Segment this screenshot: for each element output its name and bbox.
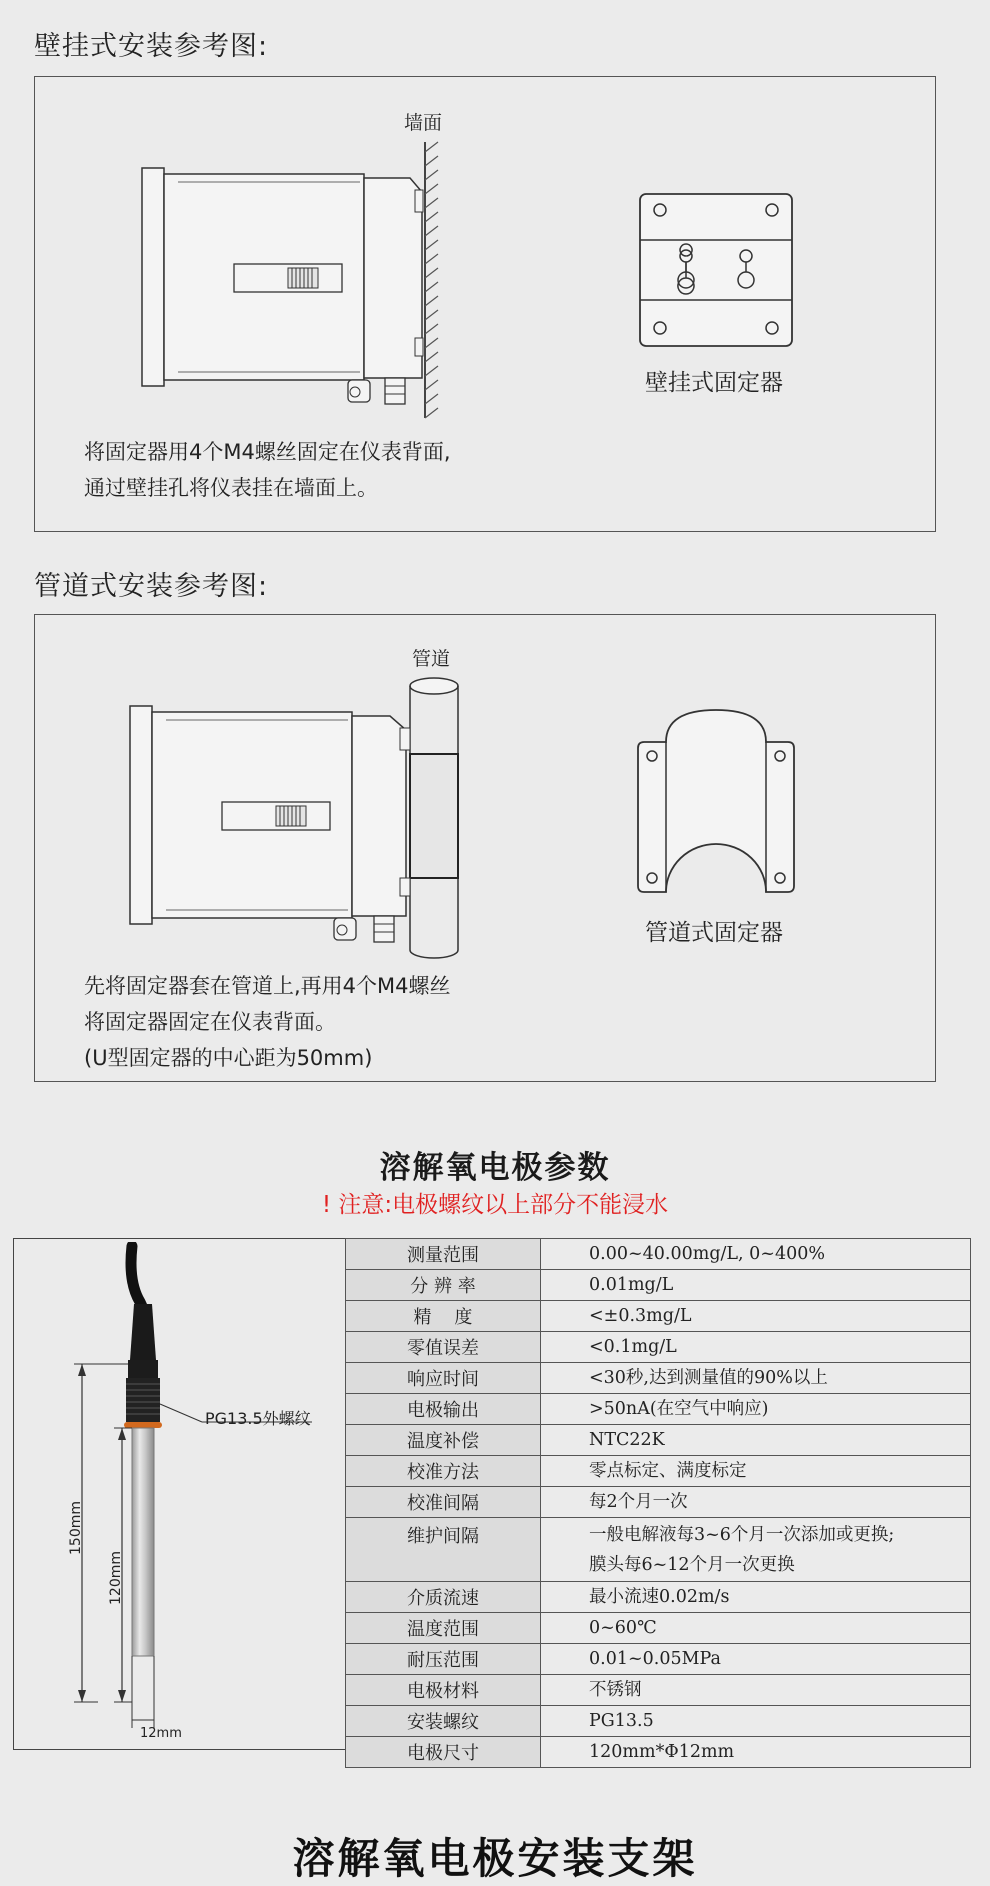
spec-key: 温度范围 xyxy=(346,1613,541,1644)
spec-value-line: >50nA(在空气中响应) xyxy=(589,1399,769,1419)
spec-value xyxy=(541,1270,971,1301)
pipe-section-title: 管道式安装参考图: xyxy=(34,571,269,602)
spec-row xyxy=(346,1706,971,1737)
spec-row xyxy=(346,1644,971,1675)
spec-value-line: <±0.3mg/L xyxy=(589,1306,692,1326)
pipe-fixer-drawing xyxy=(636,708,798,896)
spec-value-line: <30秒,达到测量值的90%以上 xyxy=(589,1368,828,1388)
spec-value-line: 0.01mg/L xyxy=(589,1275,674,1295)
wall-fixer-label: 壁挂式固定器 xyxy=(645,370,783,396)
spec-value-line: PG13.5 xyxy=(589,1711,654,1731)
spec-value xyxy=(541,1518,971,1582)
spec-row xyxy=(346,1425,971,1456)
wall-section-title: 壁挂式安装参考图: xyxy=(34,31,269,62)
spec-row xyxy=(346,1675,971,1706)
spec-value xyxy=(541,1332,971,1363)
spec-value xyxy=(541,1644,971,1675)
spec-row xyxy=(346,1487,971,1518)
spec-key: 分 辨 率 xyxy=(346,1270,541,1301)
pipe-desc-line: 先将固定器套在管道上,再用4个M4螺丝 xyxy=(84,974,451,998)
spec-key: 精 度 xyxy=(346,1301,541,1332)
wall-label: 墙面 xyxy=(404,112,443,134)
spec-row xyxy=(346,1301,971,1332)
spec-value xyxy=(541,1456,971,1487)
spec-row xyxy=(346,1518,971,1582)
spec-key: 介质流速 xyxy=(346,1582,541,1613)
spec-value xyxy=(541,1706,971,1737)
spec-key: 校准方法 xyxy=(346,1456,541,1487)
params-title: 溶解氧电极参数 xyxy=(379,1150,611,1186)
spec-row xyxy=(346,1456,971,1487)
dim-12-label: 12mm xyxy=(140,1726,182,1741)
spec-key: 温度补偿 xyxy=(346,1425,541,1456)
spec-row xyxy=(346,1394,971,1425)
spec-value-line: 0~60℃ xyxy=(589,1618,657,1638)
spec-value-line: 0.01~0.05MPa xyxy=(589,1649,721,1669)
spec-value-line: <0.1mg/L xyxy=(589,1337,677,1357)
pipe-label: 管道 xyxy=(412,648,451,670)
dim-150-label: 150mm xyxy=(68,1501,84,1555)
spec-key: 电极尺寸 xyxy=(346,1737,541,1768)
spec-key: 校准间隔 xyxy=(346,1487,541,1518)
spec-value xyxy=(541,1425,971,1456)
spec-key: 电极材料 xyxy=(346,1675,541,1706)
spec-value xyxy=(541,1737,971,1768)
spec-key: 零值误差 xyxy=(346,1332,541,1363)
spec-value-line: 零点标定、满度标定 xyxy=(589,1461,747,1481)
spec-key: 响应时间 xyxy=(346,1363,541,1394)
dim-120-label: 120mm xyxy=(108,1551,124,1605)
spec-value-line: 一般电解液每3~6个月一次添加或更换; xyxy=(589,1524,895,1545)
spec-value xyxy=(541,1363,971,1394)
spec-value-line: 0.00~40.00mg/L, 0~400% xyxy=(589,1244,825,1264)
spec-value xyxy=(541,1487,971,1518)
pipe-desc-line: (U型固定器的中心距为50mm) xyxy=(84,1046,373,1070)
spec-value-line: 120mm*Φ12mm xyxy=(589,1742,735,1762)
bracket-title: 溶解氧电极安装支架 xyxy=(292,1834,698,1883)
spec-table xyxy=(345,1238,971,1768)
spec-row xyxy=(346,1363,971,1394)
thread-label: PG13.5外螺纹 xyxy=(205,1409,311,1428)
spec-row xyxy=(346,1239,971,1270)
spec-value-line: 最小流速0.02m/s xyxy=(589,1587,730,1607)
spec-value xyxy=(541,1394,971,1425)
spec-key: 电极输出 xyxy=(346,1394,541,1425)
wall-fixer-drawing xyxy=(638,192,794,348)
spec-value-line: 膜头每6~12个月一次更换 xyxy=(589,1554,795,1575)
spec-key: 安装螺纹 xyxy=(346,1706,541,1737)
wall-desc-line: 通过壁挂孔将仪表挂在墙面上。 xyxy=(84,476,378,500)
spec-row xyxy=(346,1270,971,1301)
wall-desc-line: 将固定器用4个M4螺丝固定在仪表背面, xyxy=(84,440,451,464)
pipe-desc-line: 将固定器固定在仪表背面。 xyxy=(84,1010,336,1034)
spec-value xyxy=(541,1613,971,1644)
params-warning: ! 注意:电极螺纹以上部分不能浸水 xyxy=(321,1192,669,1218)
spec-row xyxy=(346,1582,971,1613)
spec-value-line: NTC22K xyxy=(589,1430,665,1450)
electrode-drawing xyxy=(40,1242,340,1747)
spec-value-line: 每2个月一次 xyxy=(589,1492,688,1512)
spec-key: 耐压范围 xyxy=(346,1644,541,1675)
pipe-fixer-label: 管道式固定器 xyxy=(645,920,783,946)
pipe-description xyxy=(84,968,451,1076)
spec-value xyxy=(541,1675,971,1706)
spec-value xyxy=(541,1301,971,1332)
spec-value xyxy=(541,1582,971,1613)
wall-mount-drawing xyxy=(130,130,450,420)
wall-description xyxy=(84,434,451,506)
spec-row xyxy=(346,1737,971,1768)
spec-row xyxy=(346,1613,971,1644)
spec-value xyxy=(541,1239,971,1270)
spec-key: 维护间隔 xyxy=(346,1518,541,1582)
pipe-mount-drawing xyxy=(118,672,478,962)
spec-row xyxy=(346,1332,971,1363)
spec-key: 测量范围 xyxy=(346,1239,541,1270)
spec-value-line: 不锈钢 xyxy=(589,1680,642,1700)
